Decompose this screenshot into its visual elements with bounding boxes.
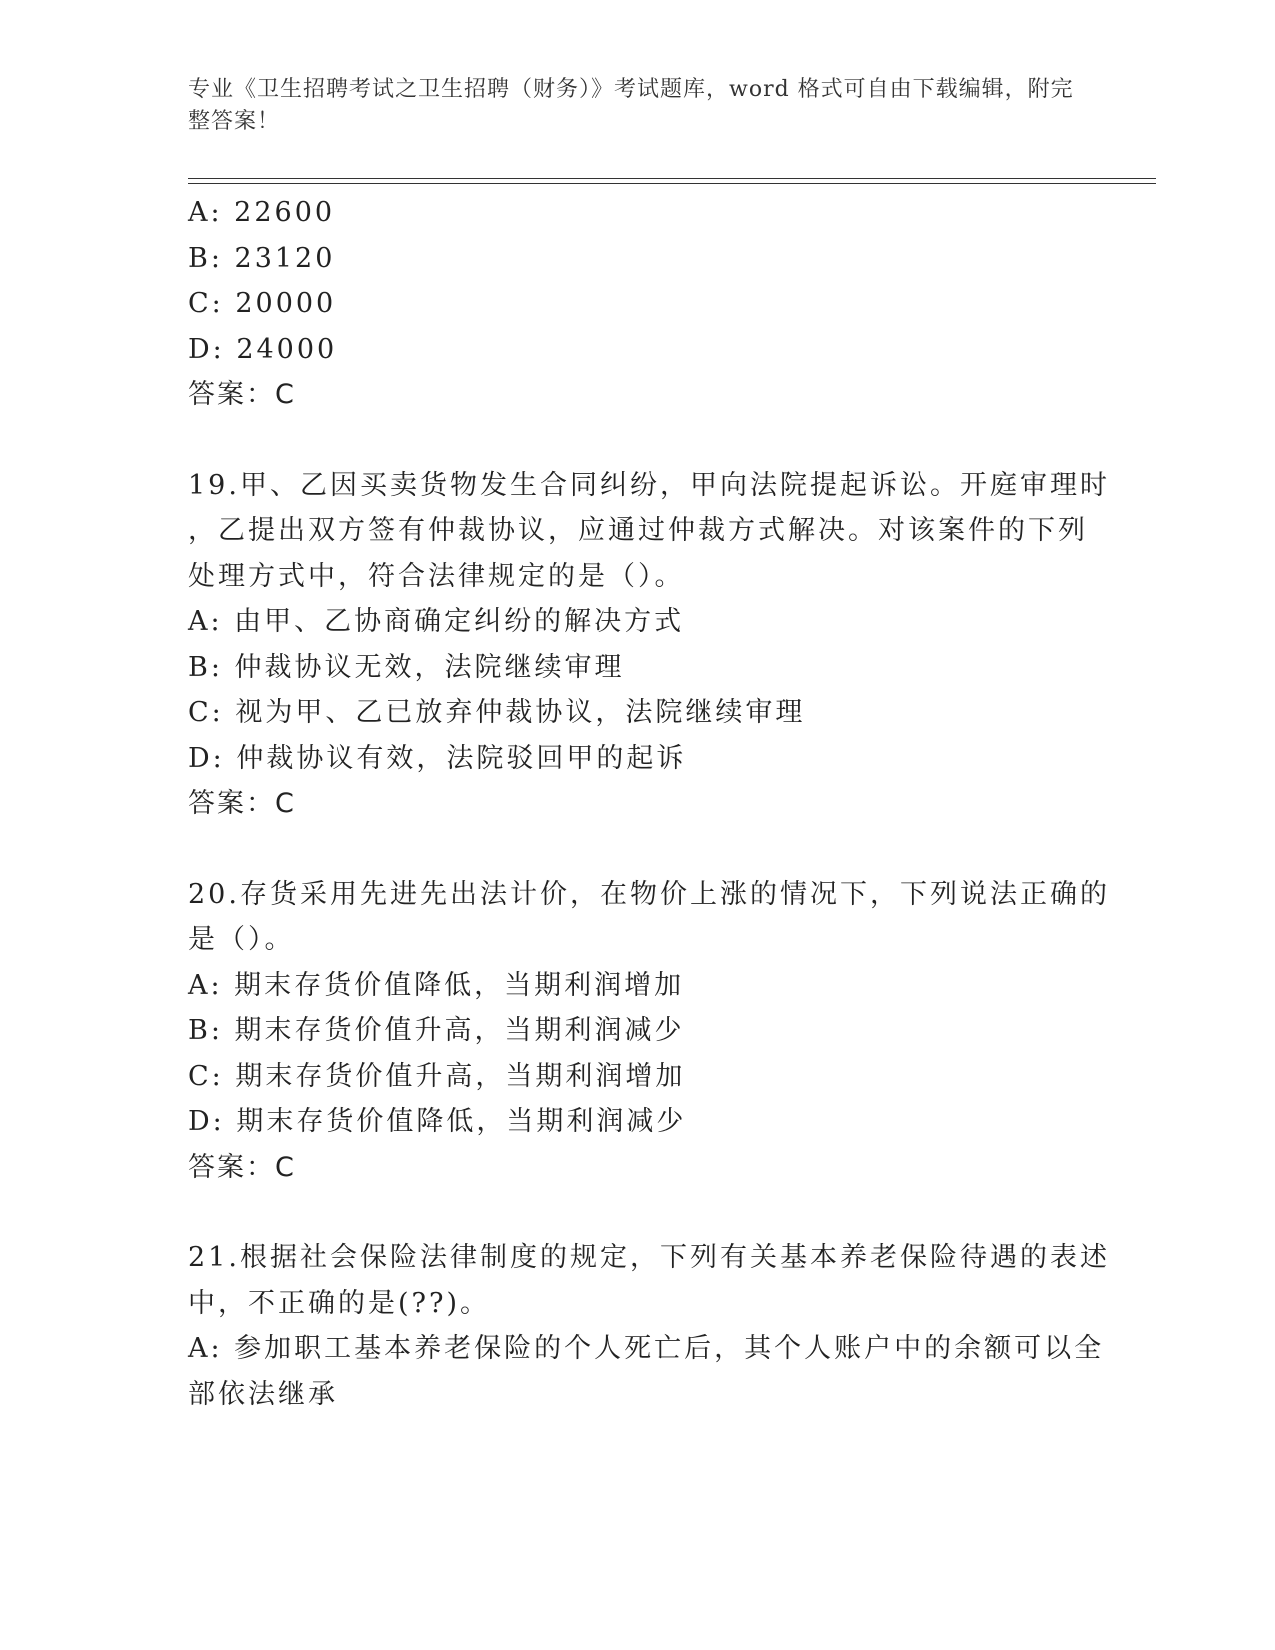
question-stem-line: 19.甲、乙因买卖货物发生合同纠纷，甲向法院提起诉讼。开庭审理时 bbox=[188, 469, 1110, 501]
question-stem-line: 是（）。 bbox=[188, 924, 295, 955]
question-stem-line: 21.根据社会保险法律制度的规定，下列有关基本养老保险待遇的表述 bbox=[188, 1242, 1110, 1273]
option-d: D: 24000 bbox=[188, 333, 338, 365]
header-divider bbox=[188, 178, 1156, 184]
option-a: A: 由甲、乙协商确定纠纷的解决方式 bbox=[188, 606, 685, 637]
question-stem-line: ，乙提出双方签有仲裁协议，应通过仲裁方式解决。对该案件的下列 bbox=[188, 515, 1088, 546]
question-18 bbox=[188, 190, 1088, 418]
spacer bbox=[188, 827, 1088, 872]
option-c: C: 视为甲、乙已放弃仲裁协议，法院继续审理 bbox=[188, 697, 806, 728]
option-a-line: 部依法继承 bbox=[188, 1378, 338, 1410]
option-d: D: 仲裁协议有效，法院驳回甲的起诉 bbox=[188, 742, 687, 774]
answer: 答案：C bbox=[188, 788, 296, 819]
question-stem-line: 20.存货采用先进先出法计价，在物价上涨的情况下，下列说法正确的 bbox=[188, 878, 1110, 910]
option-a: A: 期末存货价值降低，当期利润增加 bbox=[188, 969, 685, 1001]
question-19 bbox=[188, 463, 1110, 827]
question-list bbox=[188, 190, 1110, 1417]
spacer bbox=[188, 418, 1088, 463]
header-text: 专业《卫生招聘考试之卫生招聘（财务）》考试题库，word 格式可自由下载编辑，附完整答案！ bbox=[188, 77, 1074, 134]
question-20 bbox=[188, 872, 1110, 1191]
option-a: A: 22600 bbox=[188, 197, 336, 228]
answer: 答案：C bbox=[188, 1151, 296, 1183]
question-stem-line: 处理方式中，符合法律规定的是（）。 bbox=[188, 560, 685, 592]
spacer bbox=[188, 1190, 1088, 1235]
question-stem-line: 中，不正确的是(??)。 bbox=[188, 1287, 491, 1319]
option-b: B: 期末存货价值升高，当期利润减少 bbox=[188, 1015, 685, 1046]
option-c: C: 20000 bbox=[188, 288, 337, 319]
option-b: B: 23120 bbox=[188, 242, 336, 274]
option-d: D: 期末存货价值降低，当期利润减少 bbox=[188, 1106, 687, 1137]
question-21 bbox=[188, 1235, 1110, 1417]
answer: 答案：C bbox=[188, 379, 296, 410]
document-header bbox=[188, 74, 1078, 138]
option-c: C: 期末存货价值升高，当期利润增加 bbox=[188, 1060, 686, 1092]
option-b: B: 仲裁协议无效，法院继续审理 bbox=[188, 651, 625, 683]
option-a-line: A: 参加职工基本养老保险的个人死亡后，其个人账户中的余额可以全 bbox=[188, 1333, 1105, 1364]
